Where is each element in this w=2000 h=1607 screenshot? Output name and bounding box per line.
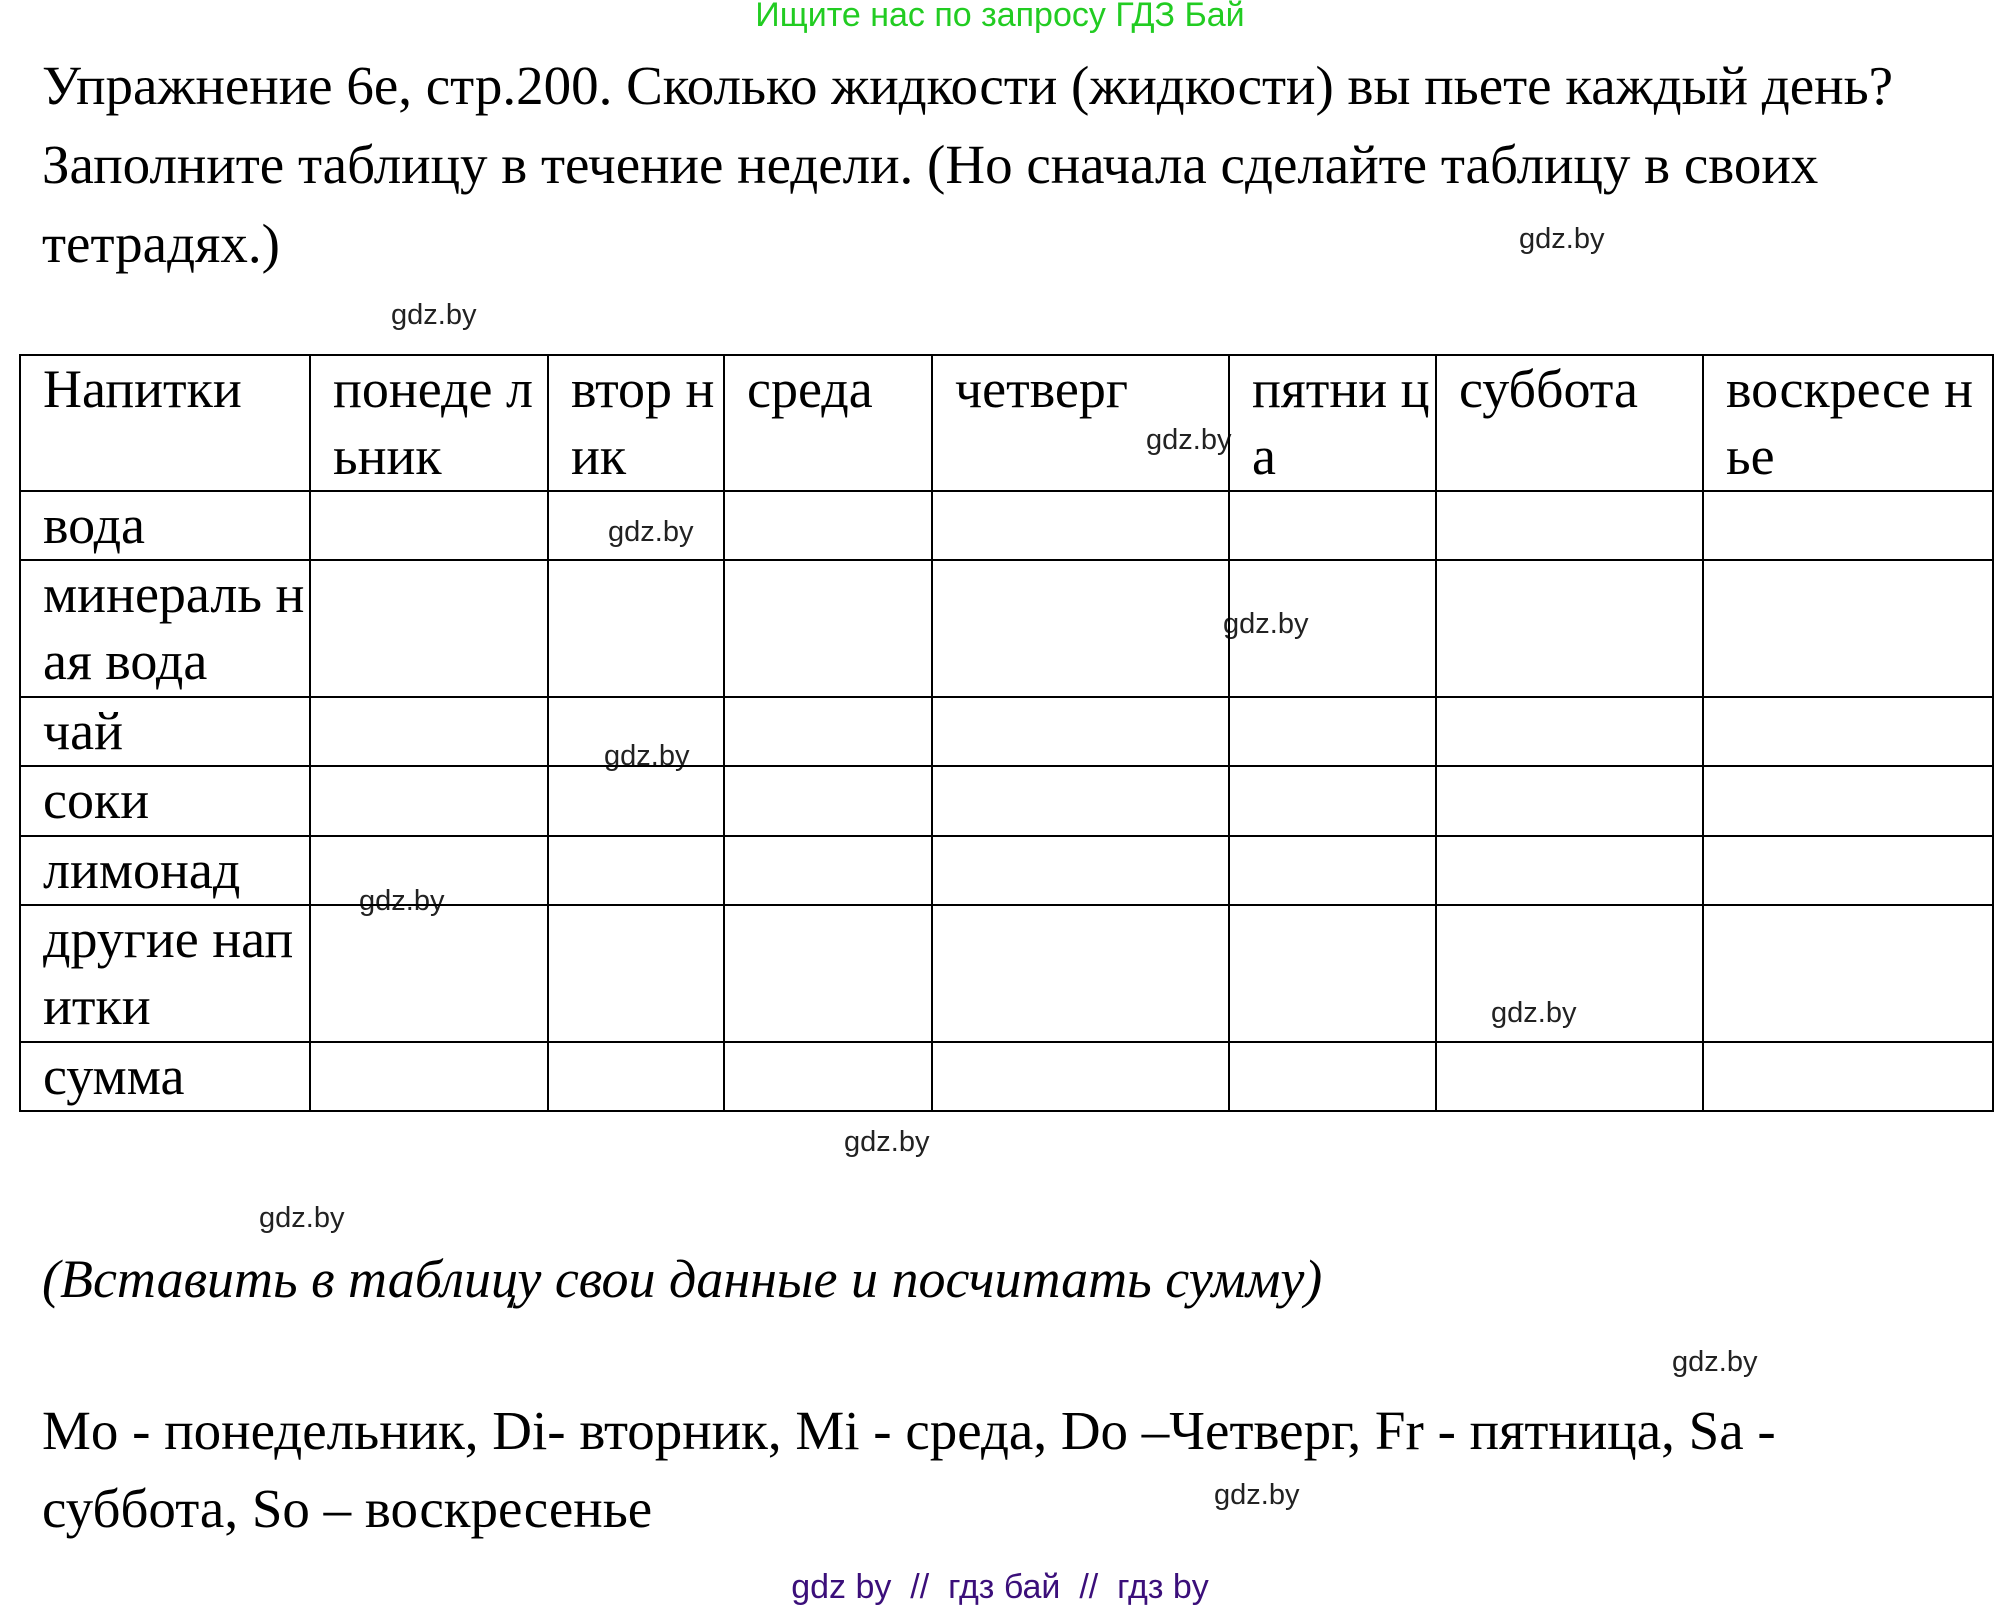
- exercise-task-text: Упражнение 6е, стр.200. Сколько жидкости (жидкости) вы пьете каждый день? Заполните таблицу в течение недели. (Но сначала сделайте таблицу в своих тетрадях.): [42, 55, 1894, 274]
- table-cell[interactable]: [724, 905, 932, 1042]
- watermark: gdz.by: [1519, 223, 1605, 255]
- watermark: gdz.by: [608, 516, 694, 548]
- table-cell[interactable]: [310, 836, 548, 905]
- table-row: [20, 836, 1993, 905]
- table-cell[interactable]: [1436, 491, 1703, 560]
- row-label-lemonade: лимонад: [20, 836, 310, 905]
- watermark: gdz.by: [604, 740, 690, 772]
- header-saturday: суббота: [1436, 355, 1703, 491]
- day-abbreviation-legend: Mo - понедельник, Di- вторник, Mi - среда, Do –Четверг, Fr - пятница, Sa - суббота, So – воскресенье: [42, 1400, 1776, 1539]
- table-cell[interactable]: [932, 766, 1229, 836]
- table-row: [20, 766, 1993, 836]
- table-cell[interactable]: [548, 836, 724, 905]
- table-cell[interactable]: [932, 697, 1229, 766]
- table-cell[interactable]: [1229, 905, 1436, 1042]
- table-cell[interactable]: [1703, 905, 1993, 1042]
- table-cell[interactable]: [932, 905, 1229, 1042]
- table-cell[interactable]: [1703, 491, 1993, 560]
- header-sunday: воскресе нье: [1703, 355, 1993, 491]
- table-cell[interactable]: [1436, 766, 1703, 836]
- watermark: gdz.by: [391, 299, 477, 331]
- header-tuesday: втор ник: [548, 355, 724, 491]
- table-cell[interactable]: [548, 1042, 724, 1111]
- table-cell[interactable]: [310, 766, 548, 836]
- table-cell[interactable]: [1229, 1042, 1436, 1111]
- table-cell[interactable]: [1229, 836, 1436, 905]
- table-cell[interactable]: [310, 697, 548, 766]
- table-cell[interactable]: [724, 491, 932, 560]
- table-cell[interactable]: [310, 491, 548, 560]
- row-label-sum: сумма: [20, 1042, 310, 1111]
- table-cell[interactable]: [310, 560, 548, 697]
- watermark: gdz.by: [359, 885, 445, 917]
- table-cell[interactable]: [548, 560, 724, 697]
- table-cell[interactable]: [724, 697, 932, 766]
- table-cell[interactable]: [1703, 560, 1993, 697]
- drinks-table: [19, 354, 1994, 1112]
- table-cell[interactable]: [1703, 1042, 1993, 1111]
- instruction-note: (Вставить в таблицу свои данные и посчитать сумму): [42, 1249, 1323, 1309]
- table-cell[interactable]: [932, 491, 1229, 560]
- table-cell[interactable]: [310, 905, 548, 1042]
- table-cell[interactable]: [724, 1042, 932, 1111]
- header-drinks: Напитки: [20, 355, 310, 491]
- table-row: [20, 560, 1993, 697]
- table-cell[interactable]: [724, 836, 932, 905]
- footer-links[interactable]: gdz by // гдз бай // гдз by: [791, 1568, 1209, 1606]
- row-label-tea: чай: [20, 697, 310, 766]
- table-cell[interactable]: [1436, 836, 1703, 905]
- row-label-mineral-water: минераль ная вода: [20, 560, 310, 697]
- table-cell[interactable]: [724, 766, 932, 836]
- table-cell[interactable]: [1703, 836, 1993, 905]
- header-wednesday: среда: [724, 355, 932, 491]
- table-cell[interactable]: [1229, 766, 1436, 836]
- watermark: gdz.by: [1223, 608, 1309, 640]
- row-label-other-drinks: другие напитки: [20, 905, 310, 1042]
- header-thursday: четверг: [932, 355, 1229, 491]
- table-cell[interactable]: [932, 836, 1229, 905]
- watermark: gdz.by: [1672, 1346, 1758, 1378]
- table-cell[interactable]: [1703, 766, 1993, 836]
- row-label-water: вода: [20, 491, 310, 560]
- table-row: [20, 491, 1993, 560]
- watermark: gdz.by: [1214, 1479, 1300, 1511]
- watermark: gdz.by: [1491, 997, 1577, 1029]
- header-friday: пятни ца: [1229, 355, 1436, 491]
- table-header-row: [20, 355, 1993, 491]
- table-cell[interactable]: [310, 1042, 548, 1111]
- table-cell[interactable]: [1436, 1042, 1703, 1111]
- table-cell[interactable]: [1229, 697, 1436, 766]
- table-row: [20, 1042, 1993, 1111]
- table-cell[interactable]: [1703, 697, 1993, 766]
- watermark: gdz.by: [259, 1202, 345, 1234]
- header-monday: понеде льник: [310, 355, 548, 491]
- table-cell[interactable]: [1436, 697, 1703, 766]
- table-cell[interactable]: [1436, 560, 1703, 697]
- table-row: [20, 697, 1993, 766]
- table-cell[interactable]: [932, 560, 1229, 697]
- table-cell[interactable]: [1229, 560, 1436, 697]
- table-cell[interactable]: [1229, 491, 1436, 560]
- table-cell[interactable]: [548, 905, 724, 1042]
- watermark: gdz.by: [844, 1126, 930, 1158]
- search-banner[interactable]: Ищите нас по запросу ГДЗ Бай: [755, 0, 1245, 34]
- row-label-juices: соки: [20, 766, 310, 836]
- watermark: gdz.by: [1146, 424, 1232, 456]
- table-cell[interactable]: [548, 766, 724, 836]
- table-cell[interactable]: [548, 491, 724, 560]
- table-cell[interactable]: [548, 697, 724, 766]
- table-cell[interactable]: [724, 560, 932, 697]
- table-cell[interactable]: [1436, 905, 1703, 1042]
- table-cell[interactable]: [932, 1042, 1229, 1111]
- table-row: [20, 905, 1993, 1042]
